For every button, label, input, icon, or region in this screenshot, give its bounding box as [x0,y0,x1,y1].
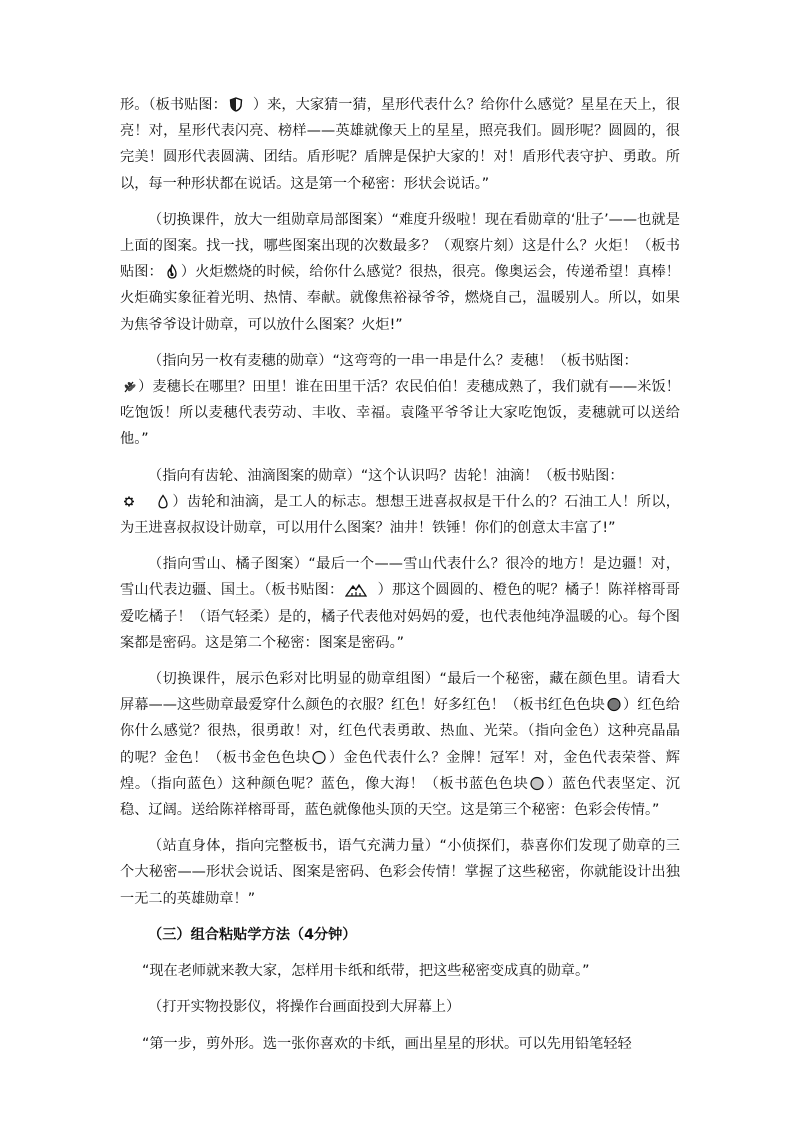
paragraph-step-one: “第一步，剪外形。选一张你喜欢的卡纸，画出星星的形状。可以先用铅笔轻轻 [142,1035,632,1052]
paragraph-snow-mountain: （指向雪山、橘子图案）“最后一个——雪山代表什么？很冷的地方！是边疆！对，雪山代表边疆、国土。（板书贴图： ）那这个圆圆的、橙色的呢？橘子！陈祥榕哥哥爱吃橘子！（语气轻柔）是的，橘子代表他对妈妈的爱，也代表他纯净温暖的心。每个图案都是密码。这是第二个秘密：图案是密码。” [120,556,680,651]
paragraph-projector: （打开实物投影仪，将操作台画面投到大屏幕上） [148,999,461,1016]
wheat-icon [122,379,136,394]
section-heading: （三）组合粘贴学方法（4分钟） [148,926,357,943]
document-page [120,92,680,1057]
flame-icon [165,264,179,279]
paragraph-intro-method: “现在老师就来教大家，怎样用卡纸和纸带，把这些秘密变成真的勋章。” [142,963,590,980]
shield-icon [229,97,243,112]
paragraph-gear-oil: （指向有齿轮、油滴图案的勋章）“这个认识吗？齿轮！油滴！（板书贴图： ）齿轮和油滴，是工人的标志。想想王进喜叔叔是干什么的？石油工人！所以，为王进喜叔叔设计勋章，可以用什么图案？油井！铁锤！你们的创意太丰富了!” [120,467,680,537]
paragraph-shapes: 形。（板书贴图： ）来，大家猜一猜，星形代表什么？给你什么感觉？星星在天上，很亮！对，星形代表闪亮、榜样——英雄就像天上的星星，照亮我们。圆形呢？圆圆的，很完美！圆形代表圆满、团结。盾形呢？盾牌是保护大家的！对！盾形代表守护、勇敢。所以，每一种形状都在说话。这是第一个秘密：形状会说话。” [120,97,680,192]
gold-swatch-icon [312,750,326,765]
red-swatch-icon [607,697,621,712]
blue-swatch-icon [530,776,544,791]
paragraph-wheat: （指向另一枚有麦穗的勋章）“这弯弯的一串一串是什么？麦穗！（板书贴图： ）麦穗长在哪里？田里！谁在田里干活？农民伯伯！麦穗成熟了，我们就有——米饭！吃饱饭！所以麦穗代表劳动、丰收、幸福。袁隆平爷爷让大家吃饱饭，麦穗就可以送给他。” [120,352,680,448]
mountain-icon [345,582,367,597]
gear-icon [122,494,136,509]
paragraph-torch: （切换课件，放大一组勋章局部图案）“难度升级啦！现在看勋章的‘肚子’——也就是上面的图案。找一找，哪些图案出现的次数最多？（观察片刻）这是什么？火炬！（板书贴图： ）火炬燃烧的时候，给你什么感觉？很热，很亮。像奥运会，传递希望！真棒！火炬确实象征着光明、热情、奉献。就像焦裕禄爷爷，燃烧自己，温暖别人。所以，如果为焦爷爷设计勋章，可以放什么图案？火炬!” [120,211,680,333]
oil-drop-icon [156,494,170,509]
paragraph-summary: （站直身体，指向完整板书，语气充满力量）“小侦探们，恭喜你们发现了勋章的三个大秘密——形状会说话、图案是密码、色彩会传情！掌握了这些秘密，你就能设计出独一无二的英雄勋章！” [120,838,680,907]
paragraph-colors: （切换课件，展示色彩对比明显的勋章组图）“最后一个秘密，藏在颜色里。请看大屏幕——这些勋章最爱穿什么颜色的衣服？红色！好多红色！（板书红色色块 ）红色给你什么感觉？很热，很勇敢！对，红色代表勇敢、热血、光荣。（指向金色）这种亮晶晶的呢？金色！（板书金色色块 ）金色代表什么？金牌！冠军！对，金色代表荣誉、辉煌。（指向蓝色）这种颜色呢？蓝色，像大海！（板书蓝色色块 ）蓝色代表坚定、沉稳、辽阔。送给陈祥榕哥哥，蓝色就像他头顶的天空。这是第三个秘密：色彩会传情。” [120,671,680,819]
